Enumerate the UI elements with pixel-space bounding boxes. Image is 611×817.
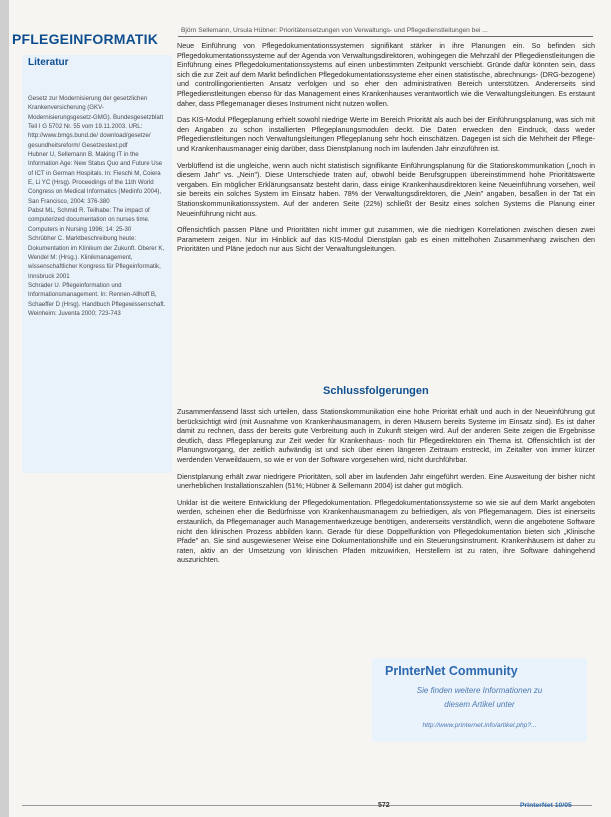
journal-issue: PrInterNet 10/05	[520, 802, 572, 809]
brand-title: PFLEGEINFORMATIK	[12, 31, 159, 47]
paragraph: Verblüffend ist die ungleiche, wenn auch nicht statistisch signifikante Einführungsplanung für die Stationskommunikation („noch in diesem Jahr" vs. „Nein"). Diese Unterschiede traten auf, obwohl beide Berufsgruppen übereinstimmend hohe Prioritätswerte vergaben. Ein möglicher Erklärungsansatz besteht darin, dass einige Krankenhausdirektoren keine Neueinführung vorsehen, weil sie bereits ein solches System im Einsatz haben. 78% der Verwaltungsdirektoren, die „Nein" angaben, besaßen in der Tat ein Stationskommunikationssystem. Auf der anderen Seite (22%) schließt der Besitz eines solchen Systems die Planung einer Neueinführung nicht aus.	[177, 160, 595, 218]
paragraph: Das KIS-Modul Pflegeplanung erhielt sowohl niedrige Werte im Bereich Priorität als auch bei der Einführungsplanung, was sich mit den Angaben zu schon installierten Pflegeplanungsmodulen deckt. Die Daten erwecken den Eindruck, dass weder Pflegedienstleitungen noch Verwaltungsleitungen Pflegeplanung sehr hoch einschätzen. Dagegen ist sich die Mehrheit der Pflege- und Krankenhausmanager einig darüber, dass Dienstplanung noch im laufenden Jahr einzuführen ist.	[177, 115, 595, 153]
paragraph: Unklar ist die weitere Entwicklung der Pflegedokumentation. Pflegedokumentationssysteme so wie sie auf dem Markt angeboten werden, scheinen eher die Bedürfnisse von Krankenhausmanagern zu befriedigen, als von Pflegemanagern. Dies ist einerseits erstaunlich, da Pflegemanager auch Managementwerkzeuge benötigen, andererseits verständlich, wenn die angebotene Software nicht den klinischen Prozess abbilden kann. Gerade für diese Doppelfunktion von Pflegedokumentation bieten sich „Klinische Pfade" an. Sie sind ausgewiesener Weise eine Dokumentationshilfe und ein Steuerungsinstrument. Krankenhäusern ist daher zu raten, aktiv an der Umsetzung von klinischen Pfaden mitzuwirken, Herstellern ist zu raten, ihre Software dahingehend auszurichten.	[177, 497, 595, 565]
paragraph: Dienstplanung erhält zwar niedrigere Prioritäten, soll aber im laufenden Jahr eingeführt werden. Eine Ausweitung der bisher nicht unerheblichen Installationszahlen (51%; Hübner & Sellemann 2004) ist daher gut möglich.	[177, 471, 595, 491]
paragraph: Neue Einführung von Pflegedokumentationssystemen signifikant stärker in ihre Planungen ein. So befinden sich Pflegedokumentationssysteme auf der Agenda von Verwaltungsdirektoren, wohingegen die Mehrzahl der Pflegedienstleitungen die Einführung eines Pflegedokumentationssystems auf einen unbestimmten Zeitpunkt verschiebt. Gründe dafür könnten sein, dass sich die zur Zeit auf dem Markt befindlichen Pflegedokumentationssysteme eher einen statistische, abrechnungs- (DRG-bezogene) und controllingorientierten Ansatz verfolgen und so eher den administrativen Bereich unterstützen. Andererseits sind Pflegedienstleitungen ebenso für das Management eines Krankenhauses verantwortlich wie die Verwaltungsleitungen. Es erstaunt daher, dass Pflegemanager dieses Instrument nicht nutzen wollen.	[177, 41, 595, 108]
body-text-bottom	[177, 407, 595, 572]
literature-entry: Schrader U. Pflegeinformation und Informationsmanagement. In: Rennen-Allhoff B, Schaeffer D (Hrsg). Handbuch Pflegewissenschaft. Weinheim: Juventa 2000; 723-743	[28, 281, 166, 317]
section-heading: Schlussfolgerungen	[323, 385, 429, 397]
paragraph: Zusammenfassend lässt sich urteilen, dass Stationskommunikation eine hohe Priorität erhält und auch in der Neueinführung gut berücksichtigt wird (mit Ausnahme von Krankenhausmanagern, in deren Häusern bereits Systeme im Einsatz sind). Es ist daher damit zu rechnen, dass der bereits gute Verbreitung auch in Zukunft steigen wird. Auf der anderen Seite zeigen die Ergebnisse deutlich, dass Pflegeplanung zur Zeit weder für Krankenhaus- noch für Pflegedirektoren ein Thema ist. Offensichtlich ist der Planungsvorgang, der zeitlich aufwändig ist und sich über einen längeren Zeitraum erstreckt, im Zeitalter von immer kürzer werdenden Verweildauern, so wie er von der Software vorgesehen wird, nicht durchführbar.	[177, 407, 595, 464]
literature-entry: Hubner U, Sellemann B. Making IT in the Information Age: New Status Quo and Future Use of ICT in German Hospitals. In: Fieschi M, Coiera E, Li YC (Hrsg). Proceedings of the 11th World Congress on Medical Informatics (Medinfo 2004), San Francisco, 2004: 376-380	[28, 151, 163, 205]
sidebar-heading: Literatur	[28, 57, 69, 68]
scan-edge	[0, 0, 9, 817]
literature-sidebar	[22, 55, 172, 473]
page-number: 572	[378, 802, 390, 809]
footer-divider	[22, 805, 592, 806]
paragraph: Offensichtlich passen Pläne und Prioritäten nicht immer gut zusammen, wie die niedrigen Korrelationen zwischen diesen zwei Parametern zeigen. Nur im Hinblick auf das KIS-Modul Dienstplan gab es einen mittelhohen Zusammenhang zwischen den Prioritäten und Pläne jedoch nur aus Sicht der Verwaltungsleitungen.	[177, 225, 595, 254]
literature-list	[28, 94, 166, 318]
community-text: Sie finden weitere Informationen zu	[416, 686, 543, 695]
community-link[interactable]: http://www.printernet.info/artikel.php?...	[422, 722, 537, 729]
header-divider	[178, 36, 593, 37]
community-box	[372, 658, 587, 742]
literature-entry: Pabst ML, Schmid R. Teilhabe: The impact of computerized documentation on nurses time. Computers in Nursing 1996; 14: 25-30	[28, 207, 150, 233]
literature-entry: Schrübher C. Marktbeschreibung heute: Dokumentation im Klinikum der Zukunft. Oberer K, Wendel M: (Hrsg.). Klinikmanagement, wissenschaftlicher Kongress für Pflegeinformatik, Innsbruck 2001	[28, 235, 165, 280]
community-text: diesem Artikel unter	[444, 700, 515, 709]
body-text-top	[177, 41, 595, 261]
running-head: Björn Sellemann, Ursula Hübner: Prioritätensetzungen von Verwaltungs- und Pflegedienstleitungen bei ...	[181, 27, 488, 34]
community-title: PrInterNet Community	[385, 664, 518, 678]
literature-entry: Gesetz zur Modernisierung der gesetzlichen Krankenversicherung (GKV-Modernisierungsgesetz-GMG). Bundesgesetzblatt Teil I G 5702 Nr. 55 vom 19.11.2003. URL: http://www.bmgs.bund.de/ download/gesetze/ gesundheitsreform/ Gesetzestext.pdf	[28, 95, 164, 149]
